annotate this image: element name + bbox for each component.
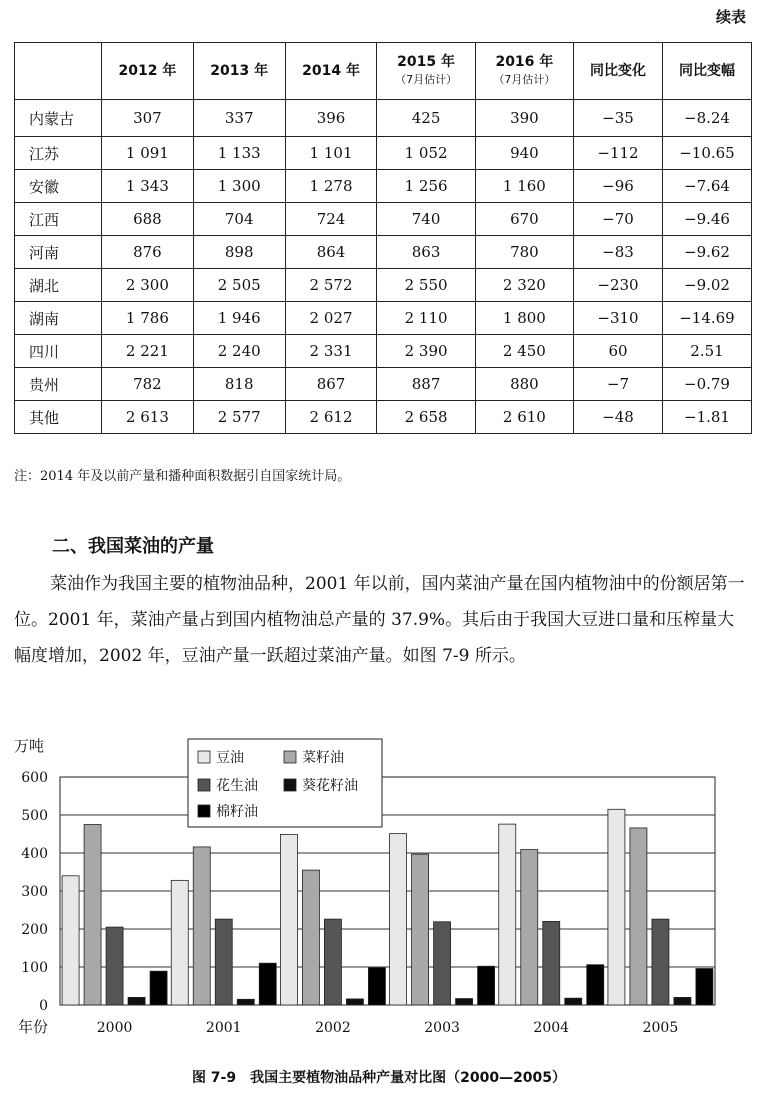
table-header-row	[15, 43, 752, 100]
bar-chart	[0, 735, 758, 1065]
legend-entry: 葵花籽油	[302, 778, 358, 794]
bar	[608, 809, 625, 1005]
legend-swatch	[284, 751, 296, 763]
column-header-label: 2013 年	[210, 62, 269, 79]
value-cell: −8.24	[662, 100, 751, 137]
y-tick-label: 500	[21, 808, 48, 824]
value-cell: −10.65	[662, 137, 751, 170]
value-cell: 2.51	[662, 335, 751, 368]
value-cell: 2 390	[377, 335, 475, 368]
province-cell: 四川	[15, 335, 102, 368]
value-cell: 1 786	[102, 302, 194, 335]
table-row	[15, 269, 752, 302]
value-cell: −112	[574, 137, 663, 170]
bar	[652, 919, 669, 1005]
value-cell: −70	[574, 203, 663, 236]
value-cell: 1 160	[475, 170, 573, 203]
legend-swatch	[198, 805, 210, 817]
legend-entry: 菜籽油	[302, 750, 344, 766]
section-title: 二、我国菜油的产量	[52, 536, 214, 557]
value-cell: 425	[377, 100, 475, 137]
value-cell: 887	[377, 368, 475, 401]
value-cell: 60	[574, 335, 663, 368]
value-cell: 1 091	[102, 137, 194, 170]
legend-entry: 豆油	[216, 750, 244, 766]
table-row	[15, 302, 752, 335]
legend-swatch	[198, 751, 210, 763]
column-header-sub: （7月估计）	[395, 73, 458, 86]
bar	[543, 921, 560, 1005]
bar	[478, 966, 495, 1005]
table-row	[15, 236, 752, 269]
bar	[171, 880, 188, 1005]
value-cell: −83	[574, 236, 663, 269]
y-tick-label: 100	[21, 960, 48, 976]
bar	[302, 870, 319, 1005]
value-cell: 864	[285, 236, 377, 269]
column-header-label: 2016 年	[495, 54, 554, 70]
bar	[456, 999, 473, 1005]
bar	[150, 971, 167, 1005]
value-cell: 898	[193, 236, 285, 269]
value-cell: 1 300	[193, 170, 285, 203]
value-cell: 1 278	[285, 170, 377, 203]
value-cell: 337	[193, 100, 285, 137]
province-cell: 江苏	[15, 137, 102, 170]
value-cell: 2 331	[285, 335, 377, 368]
bar	[674, 997, 691, 1005]
value-cell: 307	[102, 100, 194, 137]
y-tick-label: 400	[21, 846, 48, 862]
bar	[237, 999, 254, 1005]
province-cell: 安徽	[15, 170, 102, 203]
column-header	[285, 43, 377, 100]
value-cell: 940	[475, 137, 573, 170]
value-cell: 880	[475, 368, 573, 401]
value-cell: 782	[102, 368, 194, 401]
value-cell: −9.46	[662, 203, 751, 236]
bar	[324, 919, 341, 1005]
bar	[565, 998, 582, 1005]
bar	[193, 847, 210, 1005]
value-cell: 2 027	[285, 302, 377, 335]
value-cell: −96	[574, 170, 663, 203]
table-body	[15, 100, 752, 434]
bar	[434, 922, 451, 1005]
bar	[128, 997, 145, 1005]
value-cell: −9.02	[662, 269, 751, 302]
x-axis-label: 年份	[18, 1018, 49, 1036]
value-cell: 688	[102, 203, 194, 236]
bar	[259, 963, 276, 1005]
bar	[215, 919, 232, 1005]
column-header-label: 同比变幅	[678, 62, 735, 79]
value-cell: 780	[475, 236, 573, 269]
column-header	[193, 43, 285, 100]
section-paragraph: 菜油作为我国主要的植物油品种，2001 年以前，国内菜油产量在国内植物油中的份额居第一位。2001 年，菜油产量占到国内植物油总产量的 37.9%。其后由于我国大豆进口量和压榨量大幅度增加，2002 年，豆油产量一跃超过菜油产量。如图 7-9 所示。	[14, 574, 745, 666]
value-cell: −230	[574, 269, 663, 302]
table-note: 注：2014 年及以前产量和播种面积数据引自国家统计局。	[14, 469, 351, 484]
province-cell: 贵州	[15, 368, 102, 401]
table-row	[15, 100, 752, 137]
bar	[84, 825, 101, 1006]
value-cell: −48	[574, 401, 663, 434]
bar	[412, 854, 429, 1005]
column-header-label: 2012 年	[118, 62, 177, 79]
bar	[587, 965, 604, 1005]
value-cell: 724	[285, 203, 377, 236]
legend-swatch	[284, 779, 296, 791]
column-header-label: 同比变化	[590, 62, 646, 79]
table-row	[15, 335, 752, 368]
province-cell: 河南	[15, 236, 102, 269]
value-cell: 1 256	[377, 170, 475, 203]
value-cell: 2 610	[475, 401, 573, 434]
province-cell: 湖北	[15, 269, 102, 302]
value-cell: 2 450	[475, 335, 573, 368]
value-cell: 2 505	[193, 269, 285, 302]
legend-swatch	[198, 779, 210, 791]
value-cell: −7	[574, 368, 663, 401]
value-cell: 2 577	[193, 401, 285, 434]
bar	[390, 834, 407, 1005]
value-cell: 1 800	[475, 302, 573, 335]
value-cell: 1 052	[377, 137, 475, 170]
bar	[521, 850, 538, 1005]
bar	[499, 824, 516, 1005]
province-cell: 其他	[15, 401, 102, 434]
x-tick-label: 2005	[642, 1020, 679, 1036]
value-cell: −14.69	[662, 302, 751, 335]
value-cell: 2 658	[377, 401, 475, 434]
value-cell: −310	[574, 302, 663, 335]
legend-entry: 棉籽油	[216, 804, 258, 820]
value-cell: 2 612	[285, 401, 377, 434]
value-cell: 2 320	[475, 269, 573, 302]
y-tick-label: 300	[21, 884, 48, 900]
value-cell: 740	[377, 203, 475, 236]
x-tick-label: 2001	[205, 1020, 242, 1036]
value-cell: −9.62	[662, 236, 751, 269]
value-cell: 867	[285, 368, 377, 401]
value-cell: 1 946	[193, 302, 285, 335]
bar	[280, 834, 297, 1005]
province-cell: 内蒙古	[15, 100, 102, 137]
value-cell: 2 300	[102, 269, 194, 302]
column-header	[377, 43, 475, 100]
province-cell: 湖南	[15, 302, 102, 335]
value-cell: −7.64	[662, 170, 751, 203]
x-tick-label: 2003	[424, 1020, 460, 1036]
y-axis-label: 万吨	[14, 737, 45, 755]
value-cell: 670	[475, 203, 573, 236]
y-tick-label: 200	[21, 922, 48, 938]
value-cell: 396	[285, 100, 377, 137]
table-row	[15, 137, 752, 170]
column-header	[662, 43, 751, 100]
table-row	[15, 401, 752, 434]
value-cell: 390	[475, 100, 573, 137]
table-row	[15, 368, 752, 401]
province-cell: 江西	[15, 203, 102, 236]
y-tick-label: 600	[21, 770, 48, 786]
x-tick-label: 2004	[533, 1020, 570, 1036]
value-cell: 863	[377, 236, 475, 269]
bar	[62, 876, 79, 1005]
value-cell: 2 550	[377, 269, 475, 302]
value-cell: 1 133	[193, 137, 285, 170]
bar	[368, 968, 385, 1005]
y-tick-label: 0	[39, 998, 48, 1014]
column-header	[475, 43, 573, 100]
continued-label: 续表	[715, 8, 746, 26]
x-tick-label: 2002	[315, 1020, 351, 1036]
column-header-label: 2015 年	[397, 54, 455, 70]
column-header-label: 2014 年	[302, 62, 360, 79]
value-cell: 1 101	[285, 137, 377, 170]
column-header-sub: （7月估计）	[493, 73, 556, 86]
production-table	[14, 42, 752, 434]
bar	[106, 927, 123, 1005]
bar	[346, 999, 363, 1005]
value-cell: −1.81	[662, 401, 751, 434]
value-cell: 2 221	[102, 335, 194, 368]
value-cell: 704	[193, 203, 285, 236]
value-cell: 2 613	[102, 401, 194, 434]
value-cell: −0.79	[662, 368, 751, 401]
value-cell: 2 240	[193, 335, 285, 368]
column-header	[15, 43, 102, 100]
value-cell: 876	[102, 236, 194, 269]
value-cell: −35	[574, 100, 663, 137]
value-cell: 2 572	[285, 269, 377, 302]
table-row	[15, 203, 752, 236]
table-row	[15, 170, 752, 203]
value-cell: 818	[193, 368, 285, 401]
bar	[630, 828, 647, 1005]
x-tick-label: 2000	[96, 1020, 133, 1036]
value-cell: 1 343	[102, 170, 194, 203]
value-cell: 2 110	[377, 302, 475, 335]
bar	[696, 969, 713, 1005]
column-header	[574, 43, 663, 100]
figure-caption: 图 7-9 我国主要植物油品种产量对比图（2000—2005）	[191, 1070, 567, 1086]
column-header	[102, 43, 194, 100]
legend-entry: 花生油	[216, 778, 258, 794]
